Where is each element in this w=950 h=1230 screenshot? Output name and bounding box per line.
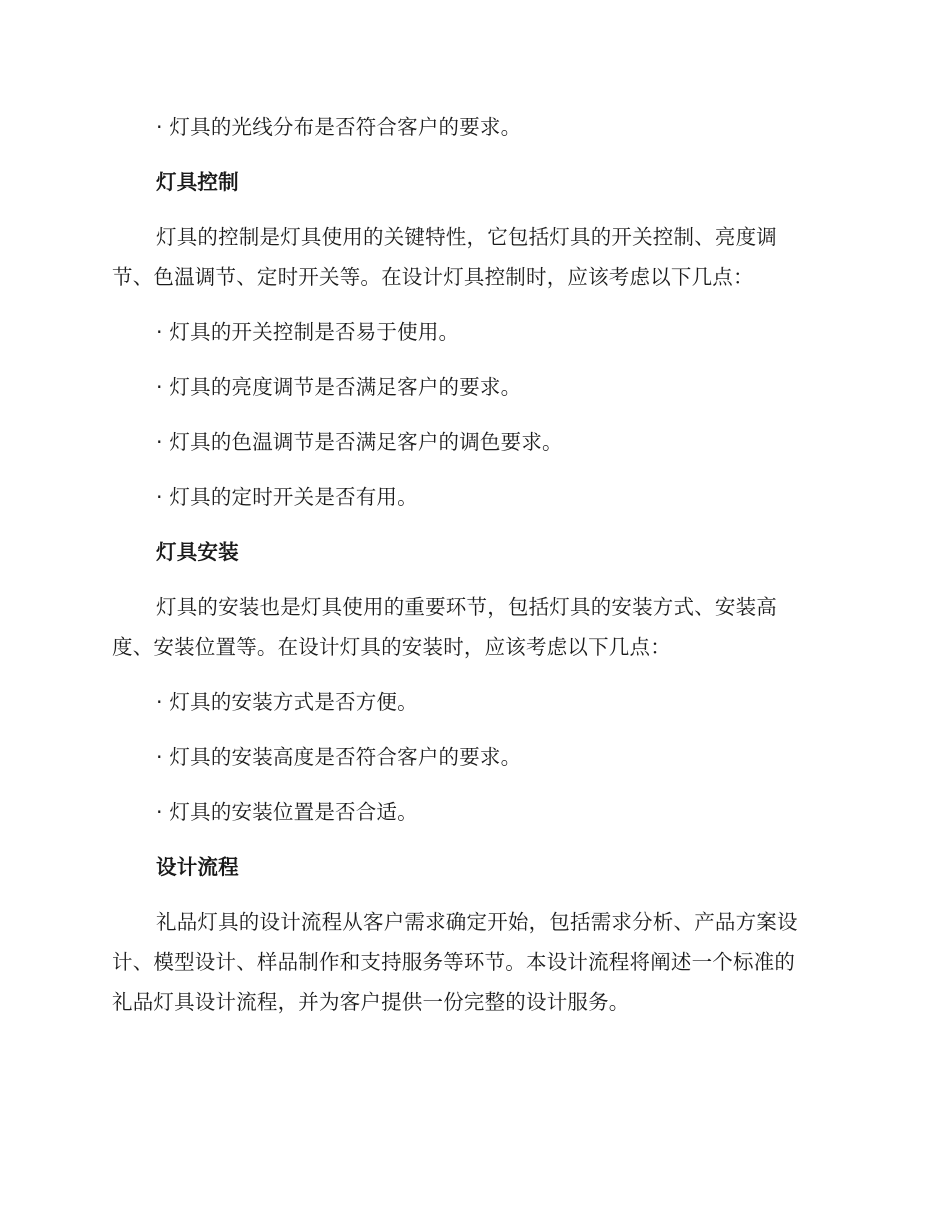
paragraph-line: 度、安装位置等。在设计灯具的安装时，应该考虑以下几点：	[112, 635, 671, 659]
bullet-item: · 灯具的亮度调节是否满足客户的要求。	[156, 375, 522, 399]
paragraph-line: 灯具的安装也是灯具使用的重要环节，包括灯具的安装方式、安装高	[156, 595, 777, 619]
paragraph-line: 灯具的控制是灯具使用的关键特性，它包括灯具的开关控制、亮度调	[156, 225, 777, 249]
section-heading-lighting-installation: 灯具安装	[156, 540, 239, 564]
bullet-item: · 灯具的色温调节是否满足客户的调色要求。	[156, 430, 563, 454]
paragraph-line: 节、色温调节、定时开关等。在设计灯具控制时，应该考虑以下几点：	[112, 265, 754, 289]
section-heading-design-process: 设计流程	[156, 855, 239, 879]
paragraph-line: 礼品灯具设计流程，并为客户提供一份完整的设计服务。	[112, 990, 630, 1014]
bullet-item: · 灯具的安装位置是否合适。	[156, 800, 418, 824]
paragraph-line: 礼品灯具的设计流程从客户需求确定开始，包括需求分析、产品方案设	[156, 910, 798, 934]
bullet-item: · 灯具的定时开关是否有用。	[156, 485, 418, 509]
section-heading-lighting-control: 灯具控制	[156, 170, 239, 194]
bullet-item: · 灯具的安装方式是否方便。	[156, 690, 418, 714]
bullet-item: · 灯具的开关控制是否易于使用。	[156, 320, 460, 344]
bullet-item: · 灯具的安装高度是否符合客户的要求。	[156, 745, 522, 769]
bullet-item: · 灯具的光线分布是否符合客户的要求。	[156, 115, 522, 139]
paragraph-line: 计、模型设计、样品制作和支持服务等环节。本设计流程将阐述一个标准的	[112, 950, 796, 974]
